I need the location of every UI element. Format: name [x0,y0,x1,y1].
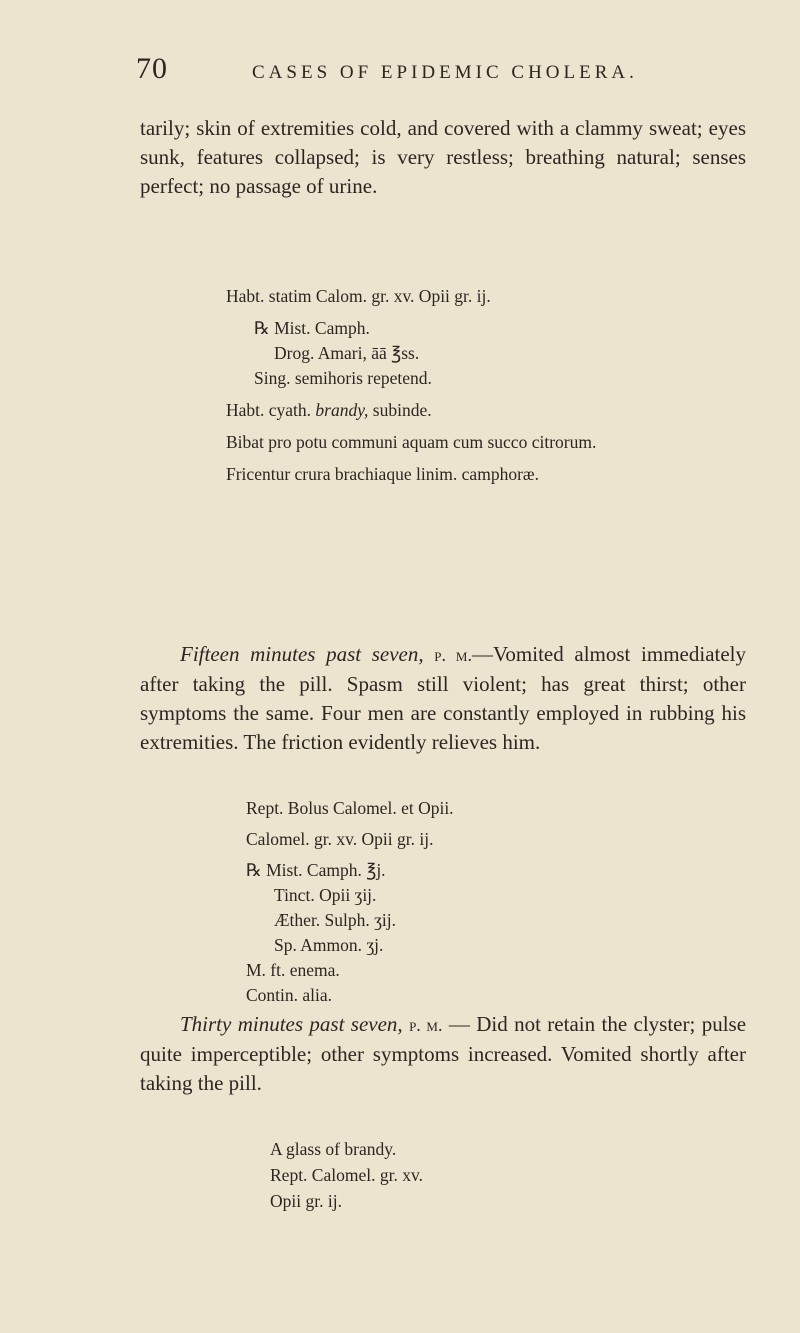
rx-text: Habt. cyath. [226,400,312,420]
rx-line: Fricentur crura brachiaque linim. camphoræ. [226,464,539,484]
rx-line: Habt. statim Calom. gr. xv. Opii gr. ij. [226,286,491,306]
rx-line: Rept. Bolus Calomel. et Opii. [246,798,454,818]
rx-line: Sing. semihoris repetend. [254,368,432,388]
paragraph-thirty-minutes [140,1010,746,1098]
meridiem: p. m. [409,1015,443,1035]
rx-line: A glass of brandy. [270,1139,397,1159]
rx-line: Opii gr. ij. [270,1191,342,1211]
rx-text: subinde. [372,400,432,420]
rx-line: Drog. Amari, āā ℥ss. [274,343,420,363]
rx-line: ℞ Mist. Camph. ℥j. [246,860,386,880]
rx-line: ℞ Mist. Camph. [254,318,370,338]
rx-line: Bibat pro potu communi aquam cum succo citrorum. [226,432,597,452]
rx-line: Rept. Calomel. gr. xv. [270,1165,423,1185]
paragraph-text: — Did not retain the clyster; pulse quite imperceptible; other symptoms increased. Vomited shortly after taking the pill. [140,1012,747,1095]
time-heading: Thirty minutes past seven, [180,1012,403,1036]
rx-line: M. ft. enema. [246,960,340,980]
paragraph-text: —Vomited almost immediately after taking the pill. Spasm still violent; has great thirst; other symptoms the same. Four men are constantly employed in rubbing his extremities. The friction evidently relieves him. [140,642,747,754]
rx-line: Æther. Sulph. ʒij. [274,910,397,930]
running-head: CASES OF EPIDEMIC CHOLERA. [252,62,638,83]
paragraph-fifteen-minutes [140,640,746,757]
prescription-block-2 [246,796,454,1008]
meridiem: p. m. [434,645,472,665]
rx-emphasis: brandy, [315,400,369,420]
rx-line: Tinct. Opii ʒij. [274,885,377,905]
paragraph-case-description: tarily; skin of extremities cold, and covered with a clammy sweat; eyes sunk, features collapsed; is very restless; breathing natural; senses perfect; no passage of urine. [140,116,746,198]
rx-line: Calomel. gr. xv. Opii gr. ij. [246,829,434,849]
page-header [136,52,736,92]
prescription-block-1 [226,284,596,494]
rx-line: Sp. Ammon. ʒj. [274,935,384,955]
page-number: 70 [136,52,168,85]
rx-line: Contin. alia. [246,985,333,1005]
rx-line-brandy [226,398,596,422]
prescription-block-3 [270,1137,423,1215]
time-heading: Fifteen minutes past seven, [180,642,424,666]
